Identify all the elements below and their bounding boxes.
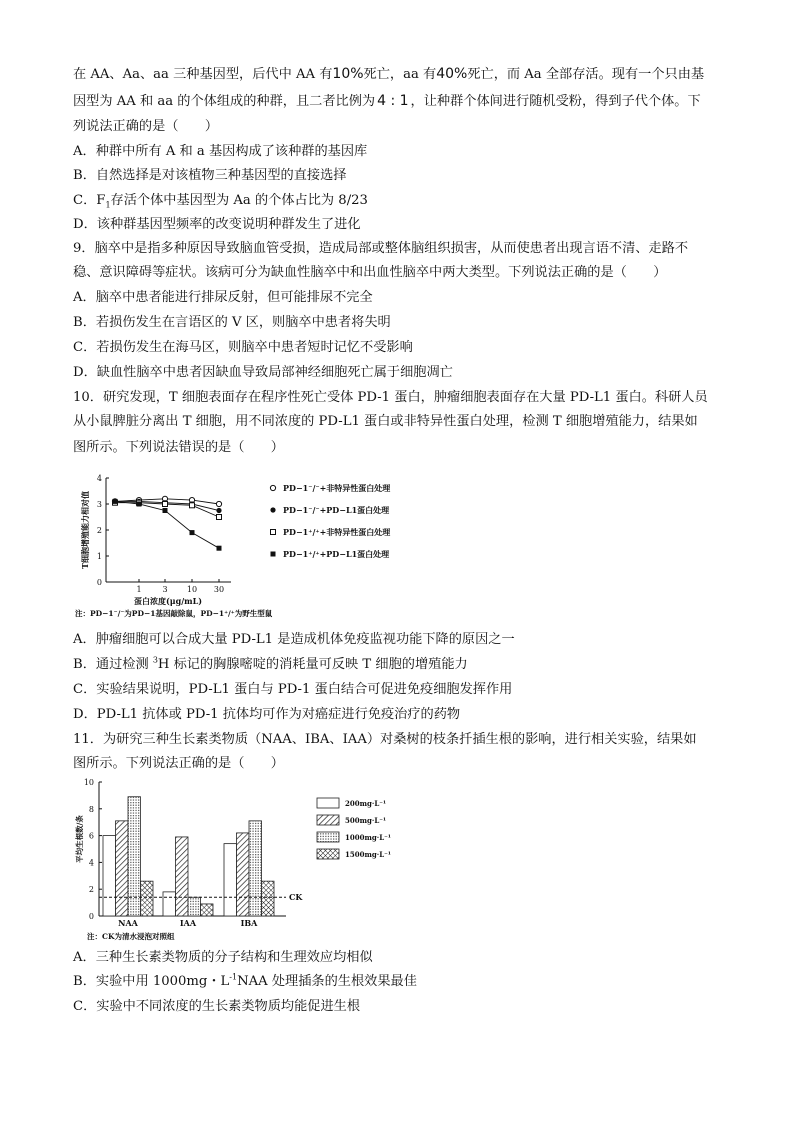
legend-marker-1 <box>270 485 275 490</box>
figure-rooting-bar-chart <box>73 776 393 946</box>
q11-stem-line1: 11．为研究三种生长素类物质（NAA、IBA、IAA）对桑树的枝条扦插生根的影响，进行相关实验，结果如 <box>73 732 697 747</box>
bar-iaa-4 <box>201 904 214 916</box>
q8-ratio: 4 : 1 <box>377 93 409 109</box>
q10-option-c: C．实验结果说明，PD-L1 蛋白与 PD-1 蛋白结合可促进免疫细胞发挥作用 <box>73 682 513 697</box>
q9-option-a: A．脑卒中患者能进行排尿反射，但可能排尿不完全 <box>73 290 373 305</box>
bar-iba-3 <box>249 821 262 916</box>
q8-option-a: A．种群中所有 A 和 a 基因构成了该种群的基因库 <box>73 144 368 159</box>
x-tick-label: 30 <box>213 585 225 594</box>
legend-label-2: 500mg·L⁻¹ <box>345 816 387 825</box>
y-tick-label: 1 <box>96 552 102 561</box>
series-4-point <box>137 502 142 507</box>
chart-note: 注：PD−1⁻/⁻为PD−1基因敲除鼠，PD−1⁺/⁺为野生型鼠 <box>75 609 273 618</box>
q8-option-c: C．$F_1$存活个体中基因型为 Aa 的个体占比为 8/23 <box>73 193 368 210</box>
chart-note: 注：CK为清水浸泡对照组 <box>87 932 175 941</box>
q11-option-c: C．实验中不同浓度的生长素类物质均能促进生根 <box>73 999 361 1014</box>
y-tick-label: 10 <box>83 778 94 787</box>
bar-naa-2 <box>116 821 129 916</box>
q8-percent-aa2: 40% <box>436 66 468 82</box>
series-3-point <box>163 502 168 507</box>
bar-iaa-3 <box>188 897 201 916</box>
bar-iba-2 <box>237 833 250 916</box>
q10-stem-line3: 图所示。下列说法错误的是（ ） <box>73 440 284 455</box>
bar-iaa-1 <box>163 892 176 916</box>
x-tick-label: NAA <box>118 918 138 928</box>
bar-iaa-2 <box>176 837 189 916</box>
x-tick-label: IAA <box>179 918 197 928</box>
q10-stem-line1: 10．研究发现，T 细胞表面存在程序性死亡受体 PD-1 蛋白，肿瘤细胞表面存在大量 PD-L1 蛋白。科研人员 <box>73 390 708 405</box>
bar-naa-4 <box>141 881 154 916</box>
y-tick-label: 0 <box>88 912 94 921</box>
q11-stem-line2: 图所示。下列说法正确的是（ ） <box>73 756 284 771</box>
bar-naa-1 <box>103 836 116 916</box>
q10-option-a: A．肿瘤细胞可以合成大量 PD-L1 是造成机体免疫监视功能下降的原因之一 <box>73 632 515 647</box>
x-tick-label: IBA <box>240 918 258 928</box>
legend-swatch-3 <box>317 832 339 842</box>
series-4-point <box>163 508 168 513</box>
legend-label-3: 1000mg·L⁻¹ <box>345 833 391 842</box>
ck-label: CK <box>289 892 303 903</box>
series-4-point <box>190 530 195 535</box>
q11-option-b: B．实验中用 1000mg・$L^{-1}NAA$ 处理插条的生根效果最佳 <box>73 972 417 989</box>
figure-t-cell-proliferation-chart <box>73 470 413 620</box>
legend-label-3: PD−1⁺/⁺+非特异性蛋白处理 <box>283 527 391 537</box>
y-tick-label: 4 <box>88 858 94 868</box>
q8-percent-aa: 10% <box>332 66 364 82</box>
legend-label-1: 200mg·L⁻¹ <box>345 799 387 808</box>
legend-label-4: 1500mg·L⁻¹ <box>345 850 391 859</box>
series-4-point <box>113 499 118 504</box>
y-tick-label: 4 <box>96 474 102 483</box>
bar-iba-4 <box>262 881 275 916</box>
y-tick-label: 0 <box>96 578 102 587</box>
legend-label-2: PD−1⁻/⁻+PD−L1蛋白处理 <box>283 505 390 515</box>
q8-option-b: B．自然选择是对该植物三种基因型的直接选择 <box>73 168 347 183</box>
q8-stem-line1: 在 AA、Aa、aa 三种基因型，后代中 AA 有10%死亡，aa 有40%死亡，而 Aa 全部存活。现有一个只由基 <box>73 66 705 82</box>
q8-stem-line2: 因型为 AA 和 aa 的个体组成的种群，且二者比例为 4 : 1 ，让种群个体间进行随机受粉，得到子代个体。下 <box>73 93 701 109</box>
q8-option-d: D．该种群基因型频率的改变说明种群发生了进化 <box>73 217 361 232</box>
legend-label-4: PD−1⁺/⁺+PD−L1蛋白处理 <box>283 549 390 559</box>
q9-stem-line2: 稳、意识障碍等症状。该病可分为缺血性脑卒中和出血性脑卒中两大类型。下列说法正确的是（ ） <box>73 265 667 280</box>
x-tick-label: 10 <box>186 585 198 594</box>
y-tick-label: 2 <box>88 885 94 895</box>
q9-stem-line1: 9．脑卒中是指多种原因导致脑血管受损，造成局部或整体脑组织损害，从而使患者出现言语不清、走路不 <box>73 241 689 256</box>
q10-option-d: D．PD-L1 抗体或 PD-1 抗体均可作为对癌症进行免疫治疗的药物 <box>73 707 461 722</box>
q9-option-d: D．缺血性脑卒中患者因缺血导致局部神经细胞死亡属于细胞凋亡 <box>73 365 453 380</box>
q8-stem-line3: 列说法正确的是（ ） <box>73 119 219 134</box>
series-4-point <box>217 546 222 551</box>
legend-label-1: PD−1⁻/⁻+非特异性蛋白处理 <box>283 483 391 493</box>
y-axis-label: T细胞增殖能力相对值 <box>80 491 90 569</box>
bar-iba-1 <box>224 844 237 916</box>
x-tick-label: 3 <box>162 585 168 594</box>
y-tick-label: 3 <box>96 500 102 509</box>
x-tick-label: 1 <box>136 585 142 594</box>
legend-swatch-2 <box>317 815 339 825</box>
y-tick-label: 8 <box>88 804 94 814</box>
legend-swatch-1 <box>317 798 339 808</box>
q11-option-a: A．三种生长素类物质的分子结构和生理效应均相似 <box>73 950 373 965</box>
series-3-point <box>217 515 222 520</box>
series-2-point <box>216 508 221 513</box>
legend-marker-4 <box>271 552 276 557</box>
series-3-point <box>190 503 195 508</box>
legend-marker-2 <box>270 507 275 512</box>
q10-stem-line2: 从小鼠脾脏分离出 T 细胞，用不同浓度的 PD-L1 蛋白或非特异性蛋白处理，检测 T 细胞增殖能力，结果如 <box>73 414 698 429</box>
q9-option-c: C．若损伤发生在海马区，则脑卒中患者短时记忆不受影响 <box>73 340 413 355</box>
legend-swatch-4 <box>317 849 339 859</box>
q9-option-b: B．若损伤发生在言语区的 V 区，则脑卒中患者将失明 <box>73 315 391 330</box>
series-1-point <box>216 501 221 506</box>
bar-naa-3 <box>128 797 141 916</box>
x-axis-label: 蛋白浓度(μg/mL) <box>133 596 203 606</box>
y-axis-label: 平均生根数/条 <box>75 815 84 863</box>
q10-option-b: B．通过检测 $^3$H 标记的胸腺嘧啶的消耗量可反映 T 细胞的增殖能力 <box>73 655 468 672</box>
y-tick-label: 6 <box>88 831 94 841</box>
y-tick-label: 2 <box>96 526 102 535</box>
legend-marker-3 <box>271 530 276 535</box>
